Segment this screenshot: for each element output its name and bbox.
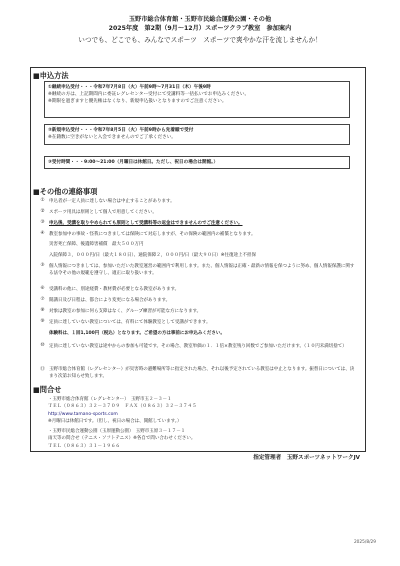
park-name: ・玉野市民総合運動公園（玉原運動公園） 玉野市玉原３－１７－１ — [48, 429, 186, 434]
signature: 指定管理者 玉野スポーツネットワークJV — [253, 455, 360, 461]
gym-note: ※月曜日は休館日です。（但し、祝日の場合は、開館しています。） — [48, 418, 182, 424]
gym-phone: ＴＥＬ（０８６３）３２－３７０９ ＦＡＸ（０８６３）３２－３７４５ — [48, 404, 197, 410]
org-title: 玉野市総合体育館・玉野市民総合運動公園・その他 — [128, 16, 272, 23]
inquiry-heading: ■問合せ — [33, 385, 62, 394]
hours-box — [44, 156, 350, 169]
gym-website-link[interactable]: http://www.tamano-sports.com — [48, 411, 118, 417]
renewal-line1: ①継続申込受付・・・令和7年7月8日（火）午前9時～7月31日（木）午後9時 — [48, 85, 211, 90]
new-application-box — [44, 124, 350, 145]
gym-name: ・玉野市総合体育館（レグレセンター） 玉野市玉２－３－１ — [48, 397, 172, 402]
document-date: 2025/8/29 — [353, 540, 376, 545]
application-heading: ■申込方法 — [33, 71, 69, 80]
hours-line: ③受付時間・・・9:00～21:00（月曜日は休館日。ただし、祝日の場合は開館。） — [48, 160, 219, 165]
park-contact — [48, 428, 348, 450]
tagline: いつでも、どこでも、みんなでスポーツ スポーツで爽やかな汗を流しませんか！ — [78, 36, 322, 44]
new-line2: ※在籍数に空きがないと入会できませんのでご了承ください。 — [48, 135, 176, 141]
park-phone: ＴＥＬ（０８６３）３１－１９６６ — [48, 443, 120, 449]
gym-contact — [48, 396, 348, 425]
renewal-box — [44, 81, 350, 118]
page-title: 2025年度 第2期（9月～12月）スポーツクラブ教室 参加案内 — [108, 25, 292, 32]
notes-heading: ■その他の連絡事項 — [33, 187, 98, 196]
park-note: 雨天等の問合せ（テニス・ソフトテニス）※各自で問い合わせください。 — [48, 436, 196, 442]
page: 玉野市総合体育館・玉野市民総合運動公園・その他 2025年度 第2期（9月～12月）スポーツクラブ教室 参加案内 いつでも、どこでも、みんなでスポーツ スポーツで爽やかな汗を流しませんか！ ■申込方法 ①継続申込受付・・・令和7年7月8日（火）午前9時～7月31日（木）午後9時 ※継続の方は、上記期間内に委託レグレセンター受付にて受講料等一括払いでお申込みください。 ※期限を過ぎますと優先権はなくなり、新規申込扱いとなりますのでご注意ください。 ②新規申込受付・・・令和7年8月5日（火）午前9時から先着順で受付 ※在籍数に空きがないと入会できませんのでご了承ください。 ③受付時間・・・9:00～21:00（月曜日は休館日。ただし、祝日の場合は開館。） ■その他の連絡事項 ① 申込者が一定人員に達しない場合は中止することがあります。 ② スポーツ用具は原則として個人で用意してください。 ③ 申込後、受講を取りやめられても原則として受講料等の返金はできませんのでご注意ください。 ④ 教室参加中の事故・怪我につきましては保険にて対応しますが、その保険の範囲内の補償となります。 災害死亡保障、後遺障害補償 最大５００万円 入院保障３，０００円/日（最大１８０日）、通院保障２，０００円/日（最大９０日）※往復途上不担保 ⑤ 個人情報につきましては、参加いただいた教室運営の範囲内で利用します。また、個人情報は正確・最新の情報を保つように努め、個人情報保護に関する法令その他の規範を遵守し、適正に取り扱います。 ⑥ 受講料の他に、別途経費・教材費が必要となる教室があります。 ⑦ 開講日及び日程は、都合により変更になる場合があります。 ⑧ 対象は教室の参加に何ら支障はなく、グループ練習が可能な方になります。 ⑨ 定員に達していない教室については、有料にて体験教室として受講ができます。 体験料は、１回1,100円（税込）となります。ご希望の方は事前にお申込みください。 ⑩ 定員に達していない教室は途中からの参加も可能です。その場合、教室単価の１．１倍×教室残り回数でご参加いただけます。（１０円未満切捨て） ⑪ 玉野市総合体育館（レグレセンター）が災害時の避難場所等に指定された場合、それ以後予定されている教室は中止となります。振替日については、決まり次第お知らせ致します。 ■問合せ ・玉野市総合体育館（レグレセンター） 玉野市玉２－３－１ ＴＥＬ（０８６３）３２－３７０９ ＦＡＸ（０８６３）３２－３７４５ http://www.tamano-sports.com ※月曜日は休館日です。（但し、祝日の場合は、開館しています。） ・玉野市民総合運動公園（玉原運動公園） 玉野市玉原３－１７－１ 雨天等の問合せ（テニス・ソフトテニス）※各自で問い合わせください。 ＴＥＬ（０８６３）３１－１９６６ 指定管理者 玉野スポーツネットワークJV 2025/8/29 — [0, 0, 400, 566]
renewal-line3: ※期限を過ぎますと優先権はなくなり、新規申込扱いとなりますのでご注意ください。 — [48, 99, 227, 105]
renewal-line2: ※継続の方は、上記期間内に委託レグレセンター受付にて受講料等一括払いでお申込みください。 — [48, 92, 250, 98]
new-line1: ②新規申込受付・・・令和7年8月5日（火）午前9時から先着順で受付 — [48, 128, 194, 133]
